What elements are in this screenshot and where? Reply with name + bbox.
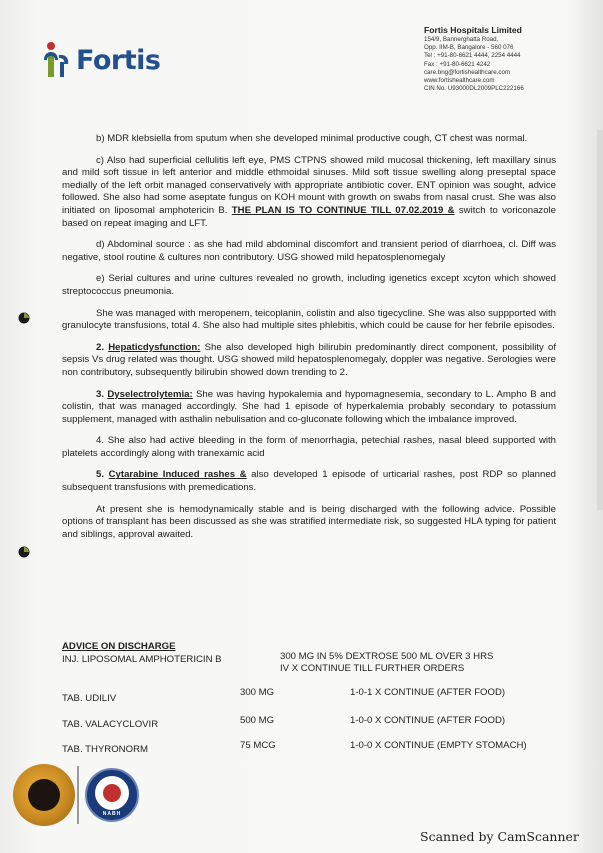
paragraph-c-text: c) Also had superficial cellulitis left eye, PMS CTPNS showed mild mucosal thickening, left maxillary sinus and mild soft tissue in left anterior and middle ethmoidal sinuses. Mild soft tissue swelling along preseptal space medially of the left orbit managed conservatively with appropriate antibiotic cover. ENT opinion was sought, advice followed. She also had some aseptate fungus on KOH mount with growth on swabs from nasal crust. She was also initiated on liposomal amphotericin B.	[62, 154, 556, 216]
medication-instruction: 1-0-0 X CONTINUE (EMPTY STOMACH)	[350, 740, 527, 751]
accreditation-seal	[13, 764, 75, 826]
section-heading: Dyselectrolytemia:	[107, 388, 193, 400]
paragraph-bleeding: 4. She also had active bleeding in the form of menorrhagia, petechial rashes, nasal bleed supported with platelets accordingly along with tranexamic acid	[62, 435, 556, 459]
medication-name: TAB. THYRONORM	[62, 744, 148, 755]
fortis-mark-icon	[42, 40, 72, 80]
paragraph-hepatic	[62, 342, 556, 380]
medication-name: INJ. LIPOSOMAL AMPHOTERICIN B	[62, 654, 222, 665]
section-heading: Cytarabine Induced rashes &	[108, 469, 247, 481]
medication-instruction: 300 MG IN 5% DEXTROSE 500 ML OVER 3 HRS	[280, 651, 494, 662]
paragraph-c-tail: switch to voriconazole based on repeat imaging and LFT.	[62, 204, 557, 229]
hospital-name: Fortis Hospitals Limited	[424, 25, 522, 35]
address-line: CIN No. U93000DL2009PLC222166	[424, 85, 524, 93]
item-number: 5.	[96, 469, 105, 481]
medication-dose: 300 MG	[240, 687, 275, 698]
paragraph-rashes	[62, 469, 556, 494]
item-number: 3.	[96, 388, 105, 400]
medication-instruction: 1-0-1 X CONTINUE (AFTER FOOD)	[350, 687, 506, 698]
medication-dose: 75 MCG	[240, 740, 276, 751]
summary-body	[62, 133, 556, 550]
paragraph-electrolyte	[62, 389, 556, 427]
paragraph-c	[62, 155, 556, 231]
address-line: www.fortishealthcare.com	[424, 77, 495, 85]
section-text: She also developed high bilirubin predominantly direct component, possibility of sepsis Vs drug related was thought. USG showed mild hepatosplenomegaly, doppler was negative. Serologies were non contributory, subsequently bilirubin showed down trending to 2.	[62, 341, 556, 378]
paragraph-b: b) MDR klebsiella from sputum when she developed minimal productive cough, CT chest was normal.	[96, 133, 528, 144]
discharge-advice	[62, 641, 562, 755]
punch-hole-icon	[18, 312, 30, 324]
advice-title: ADVICE ON DISCHARGE	[62, 641, 176, 652]
scan-edge	[597, 130, 603, 510]
paragraph-d: d) Abdominal source : as she had mild abdominal discomfort and transient period of diarrhoea, cl. Diff was negative, stool routine & cultures non contributory. USG showed mild hepatosplenomegaly	[62, 239, 556, 263]
address-line: Tel : +91-80-6621 4444, 2254 4444	[424, 52, 521, 60]
divider	[77, 766, 79, 824]
punch-hole-icon	[18, 546, 30, 558]
medication-instruction: IV X CONTINUE TILL FURTHER ORDERS	[280, 663, 465, 674]
medication-instruction: 1-0-0 X CONTINUE (AFTER FOOD)	[350, 715, 506, 726]
section-heading: Hepaticdysfunction:	[108, 341, 201, 353]
paragraph-present: At present she is hemodynamically stable and is being discharged with the following advice. Possible options of transplant has been discussed as she was stratified intermediate risk, so suggested HLA typing for patient and siblings, approval awaited.	[62, 503, 556, 540]
section-text: She was having hypokalemia and hypomagnesemia, secondary to L. Ampho B and colistin, that was managed accordingly. She had 1 episode of hyperkalemia probably secondary to potassium supplement, managed with asthalin nebulisation and co-gluconate following which the imbalance improved.	[62, 388, 556, 425]
item-number: 2.	[96, 341, 105, 353]
section-text: also developed 1 episode of urticarial rashes, post RDP so planned subsequent transfusions with premedications.	[62, 469, 556, 494]
address-line: Opp. IIM-B, Bangalore - 560 076	[424, 44, 514, 52]
plan-highlight: THE PLAN IS TO CONTINUE TILL 07.02.2019 &	[231, 204, 455, 216]
medication-name: TAB. UDILIV	[62, 693, 117, 704]
nabh-label: NABH	[102, 811, 122, 817]
hospital-address-block	[424, 24, 599, 93]
paragraph-managed: She was managed with meropenem, teicoplanin, colistin and also tigecycline. She was also suppported with granulocyte transfusions, total 4. She also had multiple sites phlebitis, which could be cause for her febrile episodes.	[62, 307, 556, 332]
scanner-watermark: Scanned by CamScanner	[420, 829, 579, 844]
medication-dose: 500 MG	[240, 715, 275, 726]
address-line: care.bng@fortishealthcare.com	[424, 68, 511, 76]
address-line: 154/9, Bannerghatta Road,	[424, 36, 499, 43]
address-line: Fax : +91-80-6621 4242	[424, 60, 491, 68]
medication-name: TAB. VALACYCLOVIR	[62, 719, 159, 730]
brand-name: Fortis	[76, 44, 161, 76]
paragraph-e: e) Serial cultures and urine cultures revealed no growth, including igenetics except xcyton which showed streptococcus pneumonia.	[62, 273, 556, 297]
fortis-logo	[42, 40, 160, 80]
nabh-seal	[85, 768, 139, 822]
